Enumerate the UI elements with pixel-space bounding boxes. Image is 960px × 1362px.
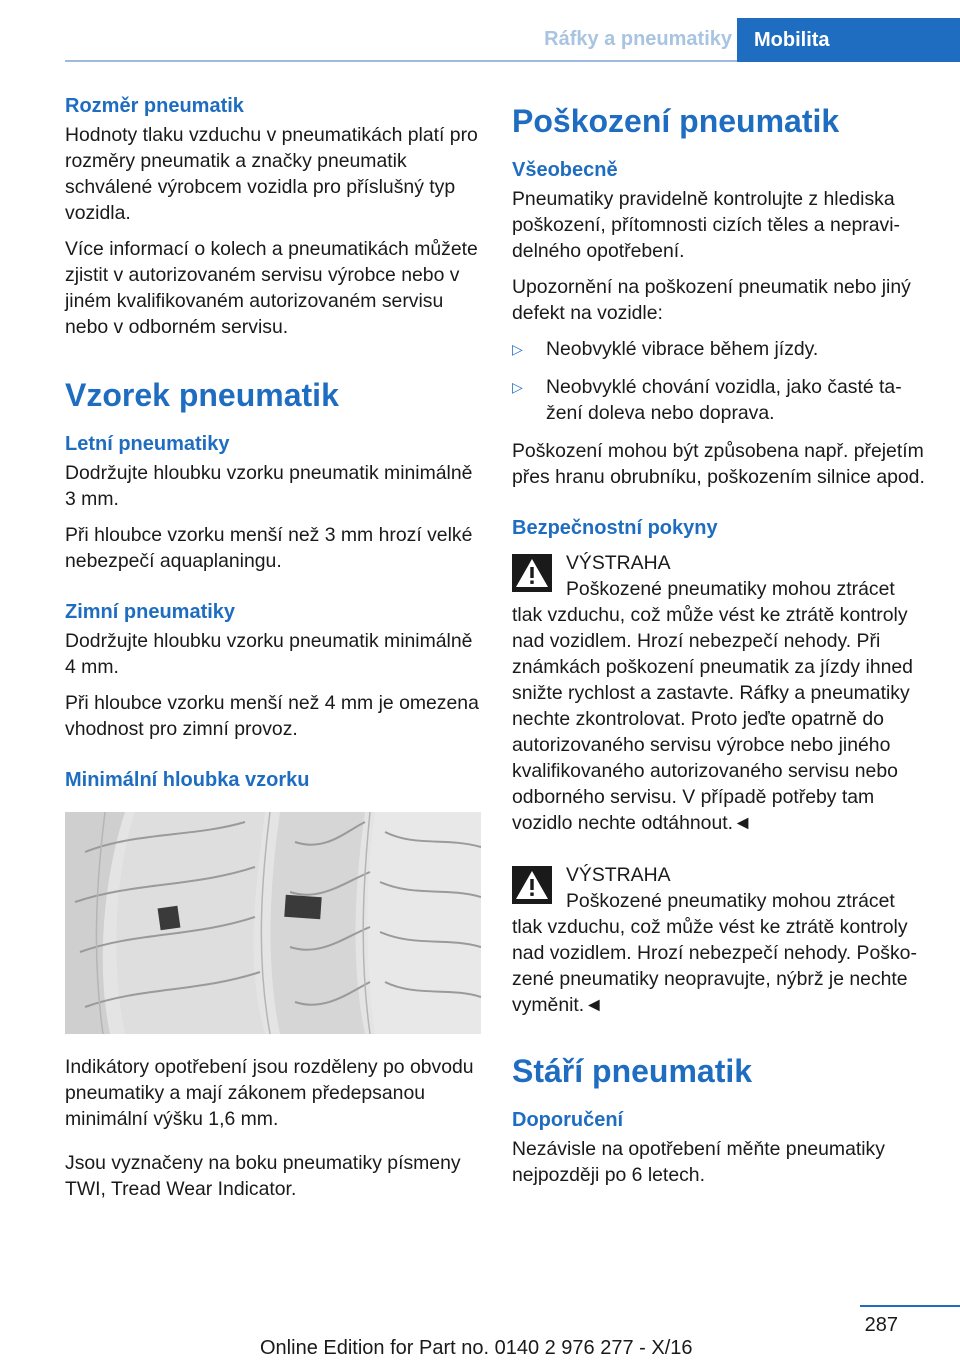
warning-triangle-icon <box>512 866 552 904</box>
winter-paragraph-2: Při hloubce vzorku menší než 4 mm je omezena vhodnost pro zimní provoz. <box>65 692 479 740</box>
min-depth-heading: Minimální hloubka vzorku <box>65 769 310 791</box>
indicator-paragraph-2: Jsou vyznačeny na boku pneumatiky písmeny TWI, Tread Wear Indicator. <box>65 1152 461 1200</box>
left-column <box>65 92 483 1212</box>
safety-heading: Bezpečnostní pokyny <box>512 517 718 539</box>
tread-wear-indicator-figure <box>65 812 481 1034</box>
indicator-paragraph-1: Indikátory opotřebení jsou rozděleny po obvodu pneumatiky a mají zákonem předepsanou minimální výšku 1,6 mm. <box>65 1056 474 1130</box>
tire-size-paragraph-1: Hodnoty tlaku vzduchu v pneumatikách platí pro rozměry pneumatik a značky pneumatik schválené výrobcem vozidla pro příslušný typ vozidla. <box>65 124 478 224</box>
recommendation-heading: Doporučení <box>512 1109 624 1131</box>
summer-paragraph-2: Při hloubce vzorku menší než 3 mm hrozí velké nebezpečí aquaplaningu. <box>65 524 473 572</box>
general-heading: Všeobecně <box>512 159 618 181</box>
summer-paragraph-1: Dodržujte hloubku vzorku pneumatik minimálně 3 mm. <box>65 462 473 510</box>
footer-rule <box>860 1305 960 1307</box>
list-item: ▷ Neobvyklé vibrace během jízdy. <box>512 336 928 362</box>
list-item: ▷ Neobvyklé chování vozidla, jako časté tažení doleva nebo doprava. <box>512 374 928 426</box>
general-paragraph-3: Poškození mohou být způsobena např. přejetím přes hranu obrubníku, poškozením silnice apod. <box>512 440 925 488</box>
right-column <box>512 92 928 1198</box>
warning-1-title: VÝSTRAHA <box>566 552 671 574</box>
warning-2-text: Poškozené pneumatiky mohou ztrácet tlak vzduchu, což může vést ke ztrátě kontroly nad vozidlem. Hrozí nebezpečí nehody. Poškozené pneumatiky neopravujte, nýbrž je nechte vyměnit.◄ <box>512 890 917 1016</box>
warning-2-title: VÝSTRAHA <box>566 864 671 886</box>
damage-symptom-list <box>512 336 928 426</box>
tire-tread-illustration <box>65 812 481 1034</box>
header-rule <box>65 60 737 62</box>
tire-damage-title: Poškození pneumatik <box>512 103 840 139</box>
edition-footer: Online Edition for Part no. 0140 2 976 277 - X/16 <box>260 1337 693 1359</box>
warning-1-text: Poškozené pneumatiky mohou ztrácet tlak vzduchu, což může vést ke ztrátě kontroly nad vozidlem. Hrozí nebezpečí nehody. Při známkách poškození pneumatik za jízdy ihned snižte rychlost a zastavte. Ráfky a pneumatiky nechte zkontrolovat. Proto jeďte opatrně do autorizovaného servisu výrobce nebo jiného kvalifikovaného autorizovaného servisu nebo odborného servisu. V případě potřeby tam vozidlo nechte odtáhnout.◄ <box>512 578 913 834</box>
general-paragraph-2: Upozornění na poškození pneumatik nebo jiný defekt na vozidle: <box>512 276 911 324</box>
page-number: 287 <box>864 1314 898 1336</box>
recommendation-paragraph: Nezávisle na opotřebení měňte pneumatiky nejpozději po 6 letech. <box>512 1138 885 1186</box>
header-section-title: Ráfky a pneumatiky <box>544 28 732 50</box>
summer-tires-heading: Letní pneumatiky <box>65 433 230 455</box>
general-paragraph-1: Pneumatiky pravidelně kontrolujte z hlediska poškození, přítomnosti cizích těles a nepravidelného opotřebení. <box>512 188 901 262</box>
tire-age-title: Stáří pneumatik <box>512 1053 753 1089</box>
tire-size-heading: Rozměr pneumatik <box>65 95 244 117</box>
tread-title: Vzorek pneumatik <box>65 377 339 413</box>
winter-paragraph-1: Dodržujte hloubku vzorku pneumatik minimálně 4 mm. <box>65 630 473 678</box>
page-header <box>0 0 960 62</box>
warning-triangle-icon <box>512 554 552 592</box>
warning-block-1 <box>512 550 928 836</box>
winter-tires-heading: Zimní pneumatiky <box>65 601 236 623</box>
warning-block-2 <box>512 862 928 1018</box>
header-chapter-tab[interactable]: Mobilita <box>737 18 960 62</box>
tire-size-paragraph-2: Více informací o kolech a pneumatikách můžete zjistit v autorizovaném servisu výrobce nebo v jiném kvalifikovaném autorizovaném servisu nebo v odborném servisu. <box>65 238 478 338</box>
